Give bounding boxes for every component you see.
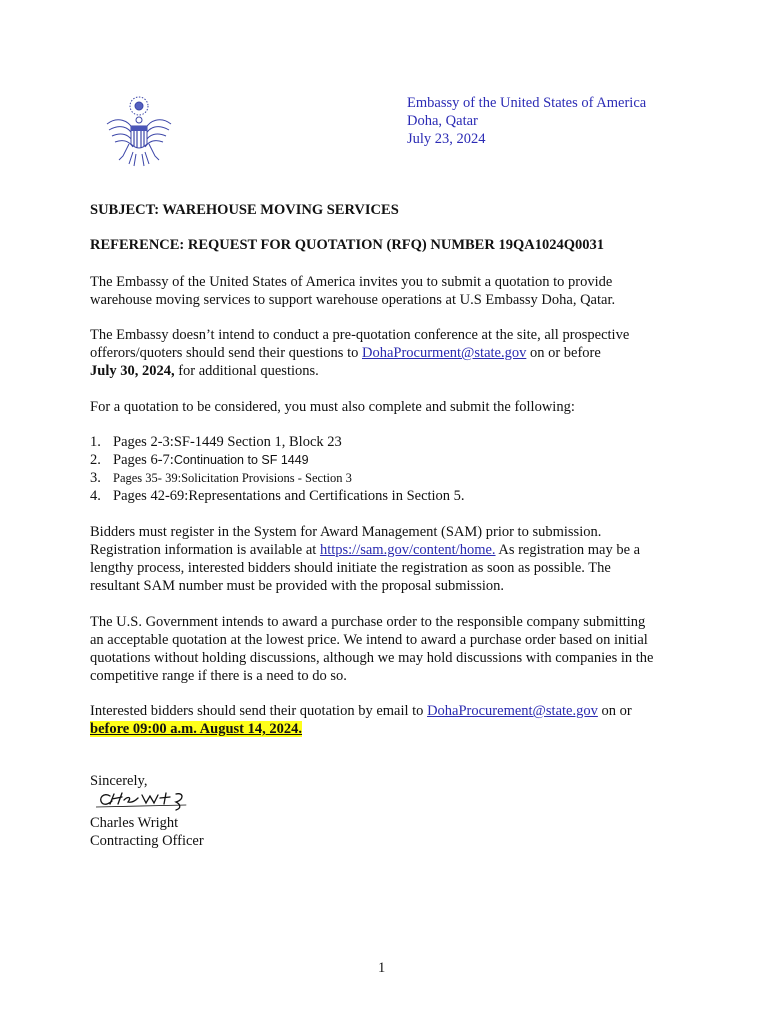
list-item-pages: Pages 6-7: xyxy=(113,452,174,468)
submission-line-1 xyxy=(90,702,690,720)
list-item xyxy=(90,487,465,505)
closing: Sincerely, xyxy=(90,773,148,789)
list-item-number: 3. xyxy=(90,470,101,486)
questions-paragraph xyxy=(90,326,690,380)
list-item-pages: Pages 35- 39: xyxy=(113,471,182,485)
submission-line-2 xyxy=(90,720,690,738)
submission-paragraph xyxy=(90,702,690,738)
questions-line-1: The Embassy doesn’t intend to conduct a pre-quotation conference at the site, all prospective xyxy=(90,327,630,343)
embassy-name: Embassy of the United States of America xyxy=(407,95,647,111)
requirements-intro: For a quotation to be considered, you must also complete and submit the following: xyxy=(90,399,575,415)
sam-text-after: As registration may be a xyxy=(495,542,641,558)
list-item xyxy=(90,451,465,469)
list-item-pages: Pages 2-3: xyxy=(113,434,174,450)
list-item-desc: Representations and Certifications in Section 5. xyxy=(188,488,465,504)
questions-line-3 xyxy=(90,362,690,380)
sam-paragraph xyxy=(90,523,690,595)
intro-line-1: The Embassy of the United States of America invites you to submit a quotation to provide xyxy=(90,274,613,290)
list-item-desc: Solicitation Provisions - Section 3 xyxy=(181,471,352,485)
signer-name: Charles Wright xyxy=(90,815,179,831)
handwritten-signature xyxy=(96,788,190,812)
list-item-desc: SF-1449 Section 1, Block 23 xyxy=(173,434,342,450)
questions-line-2 xyxy=(90,344,690,362)
intro-paragraph xyxy=(90,273,690,309)
list-item-desc: Continuation to SF 1449 xyxy=(173,453,309,467)
sam-url-link[interactable]: https://sam.gov/content/home. xyxy=(319,542,496,558)
subject-line: SUBJECT: WAREHOUSE MOVING SERVICES xyxy=(90,202,399,218)
list-item-number: 2. xyxy=(90,452,101,468)
award-line-4: competitive range if there is a need to do so. xyxy=(90,668,347,684)
embassy-location: Doha, Qatar xyxy=(407,113,478,129)
sam-text: Registration information is available at xyxy=(90,542,320,558)
questions-text-end: for additional questions. xyxy=(174,363,319,379)
intro-line-2: warehouse moving services to support warehouse operations at U.S Embassy Doha, Qatar. xyxy=(90,292,616,308)
list-item-number: 1. xyxy=(90,434,101,450)
award-line-2: an acceptable quotation at the lowest price. We intend to award a purchase order based on initial xyxy=(90,632,648,648)
list-item xyxy=(90,433,465,451)
award-line-3: quotations without holding discussions, although we may hold discussions with companies in the xyxy=(90,650,654,666)
sam-line-1: Bidders must register in the System for Award Management (SAM) prior to submission. xyxy=(90,524,602,540)
award-line-1: The U.S. Government intends to award a purchase order to the responsible company submitting xyxy=(90,614,646,630)
sam-line-2 xyxy=(90,541,690,559)
list-item-pages: Pages 42-69: xyxy=(113,488,189,504)
award-paragraph xyxy=(90,613,690,685)
embassy-header xyxy=(407,94,646,148)
list-item-number: 4. xyxy=(90,488,101,504)
list-item xyxy=(90,469,465,487)
us-great-seal-icon xyxy=(103,94,175,172)
questions-text: offerors/quoters should send their questions to xyxy=(90,345,362,361)
submission-deadline: before 09:00 a.m. August 14, 2024. xyxy=(90,721,302,737)
submission-text-after: on or xyxy=(597,703,632,719)
letter-date: July 23, 2024 xyxy=(407,131,486,147)
reference-line: REFERENCE: REQUEST FOR QUOTATION (RFQ) NUMBER 19QA1024Q0031 xyxy=(90,237,604,253)
page-number: 1 xyxy=(378,960,386,976)
signer-title: Contracting Officer xyxy=(90,833,204,849)
questions-deadline: July 30, 2024, xyxy=(90,363,175,379)
requirements-list xyxy=(90,433,465,505)
submission-email-link[interactable]: DohaProcurement@state.gov xyxy=(427,703,598,719)
questions-email-link[interactable]: DohaProcurment@state.gov xyxy=(361,345,527,361)
sam-line-3: lengthy process, interested bidders should initiate the registration as soon as possible. The xyxy=(90,560,611,576)
questions-text-after: on or before xyxy=(526,345,601,361)
submission-text: Interested bidders should send their quotation by email to xyxy=(90,703,428,719)
sam-line-4: resultant SAM number must be provided with the proposal submission. xyxy=(90,578,505,594)
